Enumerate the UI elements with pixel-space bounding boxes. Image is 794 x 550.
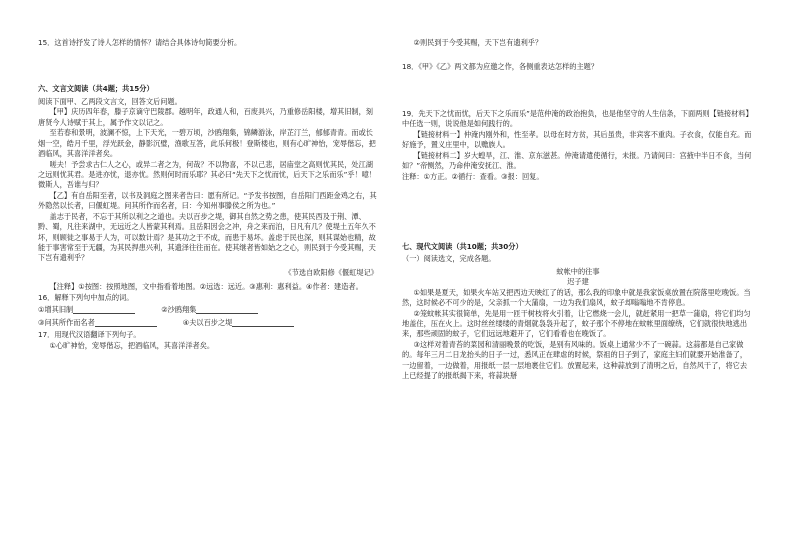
passage-yi-p2: 盖志于民者，不忘于其所以利之之道也。夫以百步之堤，御其自然之势之患，使其民西及于荆、潭、黔、蜀，凡往来湖中，无远近之人皆蒙其利焉。且岳阳因会之冲，舟之来而泊，日凡有几？使堤土五年久不坏，则顾徙之事易于人为，可以数计焉？是其功之于不成，而患于易坏。盖虑于民也深，则其谋始也精，故能于事害常至于无疆，为其民捍患兴利，其遗泽往往而在。使其继者皆如始之之心，则民到于今受其赐，天下岂有遗利乎？	[38, 211, 376, 263]
essay-author: 迟子建	[567, 277, 589, 287]
question-18: 18．《甲》《乙》两文都为应邀之作，各侧重表达怎样的主题？	[402, 62, 599, 72]
answer-blank[interactable]	[95, 318, 157, 327]
q16-item-3: ③问其所作而名者	[38, 318, 157, 328]
essay-paragraph-3: ③这样对着青苔的菜园和清丽晚景的吃饭，是别有风味的。饭桌上通常少不了一碗蒜。这蒜都是自己家做的。每年三月二日龙抬头的日子一过，悉风正在肆虐的时候，祭祖的日子到了，家庭主妇们就要开始准备了，一边留着，一边做着，用报纸一层一层地裹住它们。放置起来，这种蒜放到了清明之后，自然风干了，将它去上已经提了的报纸揭下来，将蒜块掰	[402, 339, 748, 381]
link-material-1: 【链接材料一】仲淹内刚外和，性至孝。以母在时方贫，其后虽贵，非宾客不重肉。子衣食，仅能自充。而好施予，置义庄里中，以赡族人。	[402, 129, 752, 150]
essay-paragraph-1: ①如果是夏天，如果火车站又把西边天映红了的话，那么我的印象中就是我家饭桌放置在院落里吃晚饭。当然，这时候必不可少的是，父亲抓一个大蒲扇，一边为我们扇风，蚊子却嗡嗡地不肯停息。	[402, 287, 751, 308]
right-column	[402, 38, 754, 382]
question-19: 19．先天下之忧而忧，后天下之乐而乐”是范仲淹的政治抱负，也是他坚守的人生信条，下面两则【链接材料】中任选一则，说说他是如何践行的。	[402, 108, 753, 129]
left-column	[38, 38, 378, 351]
q16-item-1: ①增其旧制	[38, 305, 135, 315]
link-annotation: 注释：①方正。②循行：查看。③报：回复。	[402, 171, 544, 181]
question-16: 16．解释下列句中加点的词。	[38, 292, 134, 302]
section-7-title: 七、现代文阅读（共10题；共30分）	[402, 241, 523, 251]
question-17: 17．用现代汉语翻译下列句子。	[38, 330, 141, 340]
essay-paragraph-2: ②笼蚊帐其实很简单，先是用一匝干树枝将火引着，让它燃烧一会儿，就赶紧用一把草一蒲扇，将它们均匀地盖住，压在火上。这时丝丝缕缕的青烟就袅袅升起了，蚊子那个不停地在蚊帐里面缭绕，它们就很快地逃出来，那些顽固的蚊子，它们远远地避开了，它们看看也在晚饭了。	[402, 308, 751, 339]
q17-sentence-1: ①心旷神怡，宠辱偕忘，把酒临风，其喜洋洋者矣。	[49, 340, 215, 350]
essay-title: 蚊帐中的往事	[556, 266, 600, 276]
answer-blank[interactable]	[196, 305, 258, 314]
q16-item-2: ②沙鸥翔集	[161, 305, 258, 315]
question-15: 15．这首诗抒发了诗人怎样的情怀？请结合具体诗句简要分析。	[38, 38, 242, 47]
section-6-title: 六、文言文阅读（共4题；共15分）	[38, 84, 154, 94]
answer-blank[interactable]	[232, 318, 294, 327]
q16-row-2	[38, 318, 378, 328]
link-material-2: 【链接材料二】岁大蝗旱，江、淮、京东滋甚。仲淹请遣使循行，未报。乃请间曰：宫掖中半日不食，当何如？”帝恻然，乃命仲淹安抚江、淮。	[402, 150, 752, 171]
section-6-instruction: 阅读下面甲、乙两段文言文，回答文后问题。	[38, 96, 182, 106]
q16-row-1	[38, 305, 378, 315]
q16-item-4: ④夫以百步之堤	[183, 318, 295, 328]
answer-blank[interactable]	[73, 305, 135, 314]
annotation-note: 【注释】①按图：按照地图，文中指看着地图。②远选：远近。③惠利：惠利益。④作者：建造者。	[49, 282, 363, 292]
passage-yi-p1: 【乙】有自岳阳至者，以书及洞庭之图来者告曰：愿有所记。“予发书按图，自岳阳门西距金鸡之右，其外隐然以长者，曰偃虹堤。问其所作而名者，曰：今知州事滕侯之所为也。”	[38, 190, 377, 211]
q17-sentence-2: ②则民到于今受其赐，天下岂有遗利乎？	[413, 38, 543, 47]
passage-source: 《节选自欧阳修《偃虹堤记》	[284, 267, 378, 277]
passage-jia-p3: 嗟夫！予尝求古仁人之心，或异二者之为，何哉？不以物喜，不以己悲，居庙堂之高则忧其民，处江湖之远则忧其君。是进亦忧，退亦忧。然则何时而乐耶？其必曰“先天下之忧而忧，后天下之乐而乐”乎！噫！微斯人，吾谁与归？	[38, 159, 377, 190]
section-7-subtitle: （一）阅读选文，完成各题。	[402, 254, 496, 264]
passage-jia-p2: 至若春和景明，波澜不惊，上下天光，一碧万顷，沙鸥翔集，锦鳞游泳，岸芷汀兰，郁郁青青。而或长烟一空，皓月千里，浮光跃金，静影沉璧，渔歌互答，此乐何极！登斯楼也，则有心旷神怡，宠辱偕忘，把酒临风，其喜洋洋者矣。	[38, 128, 376, 159]
passage-jia-p1: 【甲】庆历四年春，滕子京谪守巴陵郡。越明年，政通人和，百废具兴，乃重修岳阳楼，增其旧制，刻唐贤今人诗赋于其上，属予作文以记之。	[38, 107, 373, 127]
